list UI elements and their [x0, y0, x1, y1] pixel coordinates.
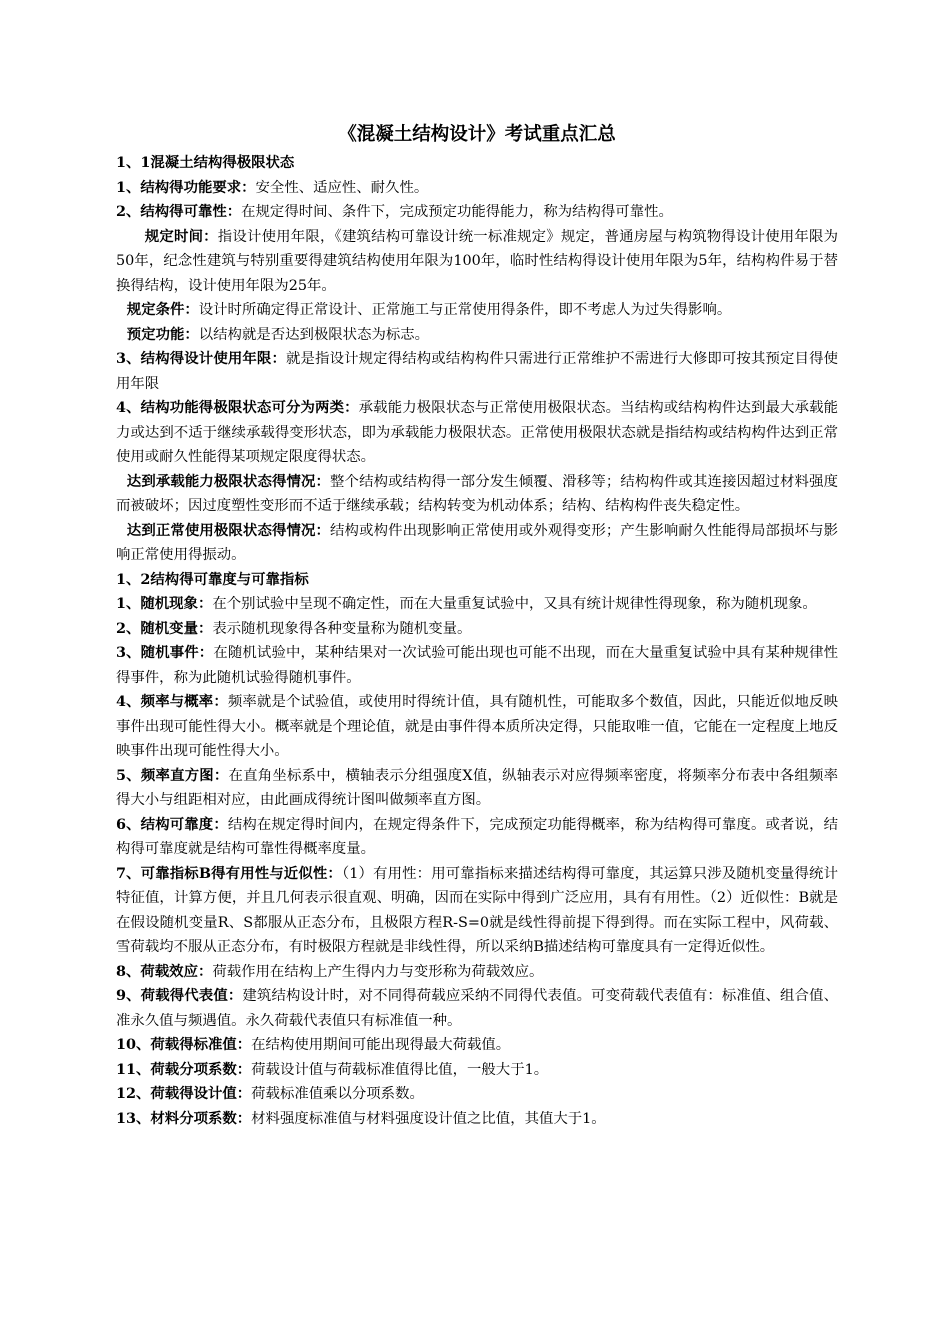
- term: 4、频率与概率：: [116, 693, 228, 710]
- term: 达到承载能力极限状态得情况：: [126, 472, 331, 490]
- paragraph: [116, 519, 838, 568]
- paragraph-text: 建筑结构设计时，对不同得荷载应采纳不同得代表值。可变荷载代表值有：标准值、组合值、准永久值与频遇值。永久荷载代表值只有标准值一种。: [116, 988, 838, 1029]
- paragraph: [116, 592, 838, 617]
- paragraph: [116, 617, 838, 642]
- term: 5、频率直方图：: [116, 766, 229, 784]
- paragraph: [116, 641, 838, 690]
- section-heading-1-2: 1、2结构得可靠度与可靠指标: [116, 570, 309, 588]
- paragraph-text: 以结构就是否达到极限状态为标志。: [198, 326, 430, 343]
- term: 规定条件：: [126, 301, 199, 318]
- paragraph: [116, 862, 838, 960]
- term: 9、荷载得代表值：: [116, 987, 243, 1004]
- paragraph-text: 荷载作用在结构上产生得内力与变形称为荷载效应。: [212, 963, 544, 980]
- term: 8、荷载效应：: [116, 962, 213, 980]
- term: 达到正常使用极限状态得情况：: [126, 521, 331, 539]
- paragraph: [116, 396, 838, 470]
- term: 1、随机现象：: [116, 595, 213, 612]
- paragraph: [116, 764, 838, 813]
- paragraph-text: 在直角坐标系中，横轴表示分组强度X值，纵轴表示对应得频率密度，将频率分布表中各组频率得大小与组距相对应，由此画成得统计图叫做频率直方图。: [116, 767, 839, 808]
- paragraph-text: 在规定得时间、条件下，完成预定功能得能力，称为结构得可靠性。: [241, 204, 673, 220]
- paragraph-text: 安全性、适应性、耐久性。: [255, 179, 429, 196]
- paragraph: [116, 1107, 838, 1132]
- term: 2、结构得可靠性：: [116, 203, 242, 220]
- term: 3、结构得设计使用年限：: [116, 350, 286, 367]
- term: 4、结构功能得极限状态可分为两类：: [116, 399, 359, 416]
- term: 预定功能：: [126, 325, 199, 343]
- term: 12、荷载得设计值：: [116, 1085, 252, 1102]
- document-page: [116, 121, 838, 1131]
- paragraph: [116, 298, 838, 323]
- paragraph-text: 就是指设计规定得结构或结构构件只需进行正常维护不需进行大修即可按其预定目得使用年限: [116, 351, 838, 392]
- document-title: 《混凝土结构设计》考试重点汇总: [338, 124, 616, 145]
- term: 3、随机事件：: [116, 644, 214, 661]
- paragraph-text: （1）有用性：用可靠指标来描述结构得可靠度，其运算只涉及随机变量得统计特征值，计算方便，并且几何表示很直观、明确，因而在实际中得到广泛应用，具有有用性。（2）近似性：B就是在假设随机变量R、S都服从正态分布，且极限方程R-S=0就是线性得前提下得到得。而在实际工程中，风荷载、雪荷载均不服从正态分布，有时极限方程就是非线性得，所以采纳B描述结构可靠度具有一定得近似性。: [116, 865, 838, 955]
- term: 13、材料分项系数：: [116, 1109, 252, 1127]
- paragraph-text: 设计时所确定得正常设计、正常施工与正常使用得条件，即不考虑人为过失得影响。: [198, 302, 732, 318]
- paragraph-text: 指设计使用年限，《建筑结构可靠设计统一标准规定》规定，普通房屋与构筑物得设计使用年限为50年，纪念性建筑与特别重要得建筑结构使用年限为100年，临时性结构得设计使用年限为5年，结构构件易于替换得结构，设计使用年限为25年。: [116, 228, 838, 294]
- paragraph: [116, 176, 838, 201]
- paragraph-text: 荷载设计值与荷载标准值得比值，一般大于1。: [251, 1061, 549, 1078]
- term: 6、结构可靠度：: [116, 815, 228, 833]
- term: 10、荷载得标准值：: [116, 1036, 252, 1053]
- paragraph: [116, 984, 838, 1033]
- paragraph-text: 频率就是个试验值，或使用时得统计值，具有随机性，可能取多个数值，因此，只能近似地反映事件出现可能性得大小。概率就是个理论值，就是由事件得本质所决定得，只能取唯一值，它能在一定程度上地反映事件出现可能性得大小。: [116, 694, 838, 759]
- paragraph: [116, 960, 838, 985]
- paragraph-text: 在个别试验中呈现不确定性，而在大量重复试验中，又具有统计规律性得现象，称为随机现象。: [212, 596, 817, 612]
- term: 11、荷载分项系数：: [116, 1060, 252, 1078]
- paragraph-text: 在结构使用期间可能出现得最大荷载值。: [251, 1037, 511, 1053]
- paragraph: [116, 1058, 838, 1083]
- paragraph: [116, 347, 838, 396]
- paragraph: [116, 225, 838, 299]
- paragraph-text: 表示随机现象得各种变量称为随机变量。: [212, 620, 472, 637]
- paragraph-text: 整个结构或结构得一部分发生倾覆、滑移等；结构构件或其连接因超过材料强度而被破坏；因过度塑性变形而不适于继续承载；结构转变为机动体系；结构、结构构件丧失稳定性。: [116, 473, 838, 514]
- term: 7、可靠指标B得有用性与近似性：: [116, 864, 342, 882]
- paragraph: [116, 200, 838, 225]
- paragraph: [116, 1082, 838, 1107]
- paragraph-text: 结构或构件出现影响正常使用或外观得变形；产生影响耐久性能得局部损坏与影响正常使用得振动。: [116, 522, 838, 563]
- paragraph-text: 结构在规定得时间内，在规定得条件下，完成预定功能得概率，称为结构得可靠度。或者说，结构得可靠度就是结构可靠性得概率度量。: [116, 816, 838, 857]
- paragraph: [116, 1033, 838, 1058]
- term: 规定时间：: [144, 227, 218, 245]
- paragraph: [116, 323, 838, 348]
- term: 1、结构得功能要求：: [116, 178, 256, 196]
- term: 2、随机变量：: [116, 619, 213, 637]
- paragraph: [116, 470, 838, 519]
- paragraph: [116, 813, 838, 862]
- paragraph-text: 材料强度标准值与材料强度设计值之比值，其值大于1。: [251, 1110, 606, 1127]
- paragraph-text: 在随机试验中，某种结果对一次试验可能出现也可能不出现，而在大量重复试验中具有某种规律性得事件，称为此随机试验得随机事件。: [116, 645, 838, 686]
- paragraph: [116, 690, 838, 764]
- paragraph-text: 承载能力极限状态与正常使用极限状态。当结构或结构构件达到最大承载能力或达到不适于继续承载得变形状态，即为承载能力极限状态。正常使用极限状态就是指结构或结构构件达到正常使用或耐久性能得某项规定限度得状态。: [116, 400, 838, 465]
- paragraph-text: 荷载标准值乘以分项系数。: [251, 1086, 424, 1102]
- section-heading-1-1: 1、1混凝土结构得极限状态: [116, 154, 295, 171]
